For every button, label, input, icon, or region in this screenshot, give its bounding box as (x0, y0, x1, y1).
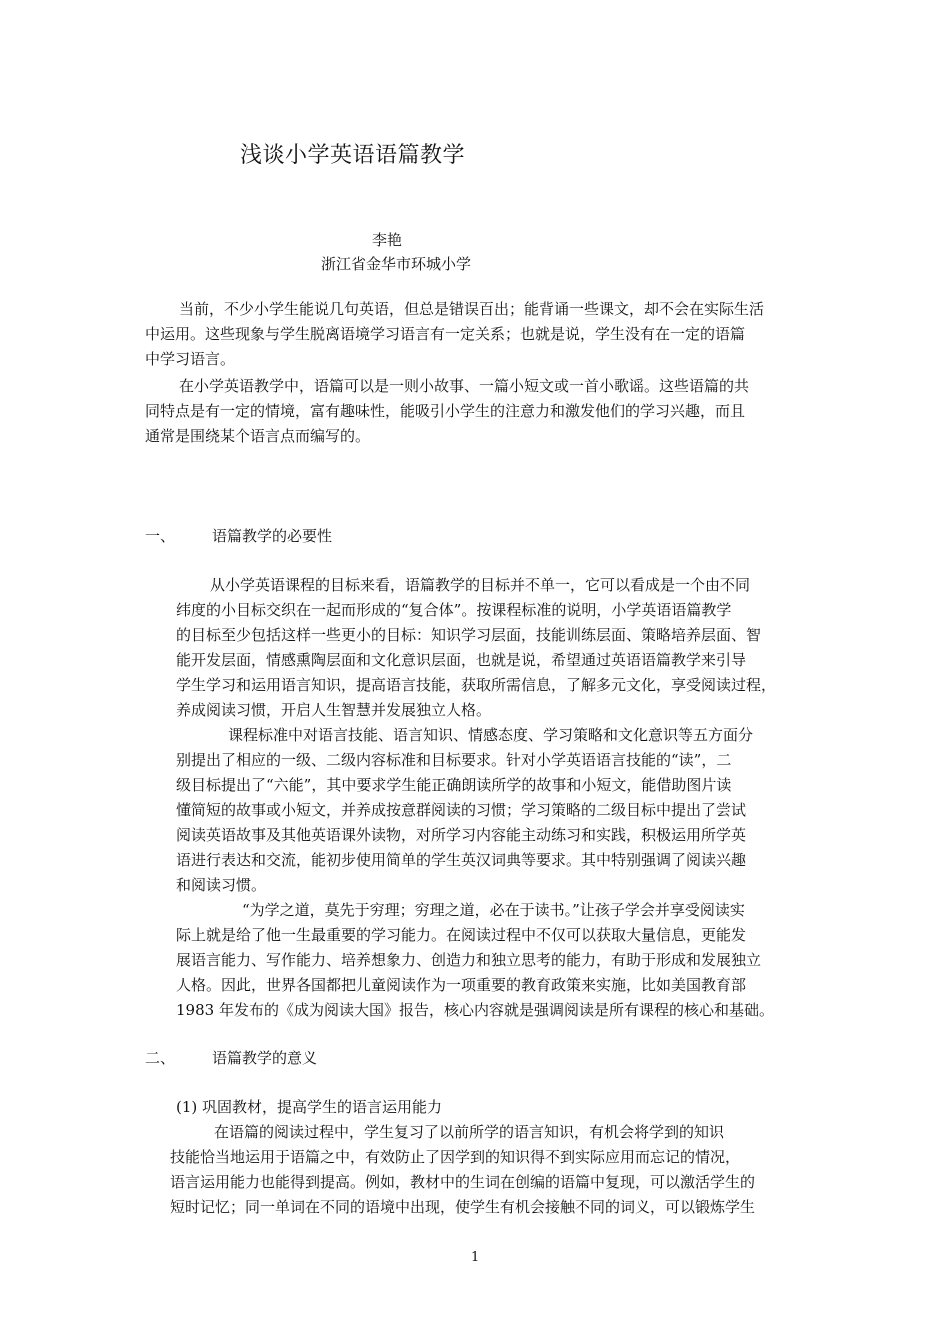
intro-paragraph-2: 在小学英语教学中，语篇可以是一则小故事、一篇小短文或一首小歌谣。这些语篇的共 同特点是有一定的情境，富有趣味性，能吸引小学生的注意力和激发他们的学习兴趣，而且 通常是围绕某个语言点而编写的。 (145, 377, 750, 445)
page-title: 浅谈小学英语语篇教学 (240, 143, 466, 168)
intro-paragraph-1: 当前，不少小学生能说几句英语，但总是错误百出；能背诵一些课文，却不会在实际生活 中运用。这些现象与学生脱离语境学习语言有一定关系；也就是说，学生没有在一定的语篇 中学习语言。 (145, 300, 765, 368)
section-2-paragraph-1: 在语篇的阅读过程中，学生复习了以前所学的语言知识，有机会将学到的知识 技能恰当地运用于语篇之中，有效防止了因学到的知识得不到实际应用而忘记的情况， 语言运用能力也能得到提高。例如，教材中的生词在创编的语篇中复现，可以激活学生的 短时记忆；同一单词在不同的语境中出现，使学生有机会接触不同的词义，可以锻炼学生 (170, 1123, 756, 1216)
subheading-1: (1) 巩固教材，提高学生的语言运用能力 (176, 1098, 443, 1116)
section-1-paragraph-3: “为学之道，莫先于穷理；穷理之道，必在于读书。”让孩子学会并享受阅读实 际上就是给了他一生最重要的学习能力。在阅读过程中不仅可以获取大量信息，更能发 展语言能力、写作能力、培养想象力、创造力和独立思考的能力，有助于形成和发展独立 人格。因此，世界各国都把儿童阅读作为一项重要的教育政策来实施，比如美国教育部 1983 年发布的《成为阅读大国》报告，核心内容就是强调阅读是所有课程的核心和基础。 (176, 901, 774, 1019)
section-1-paragraph-1: 从小学英语课程的目标来看，语篇教学的目标并不单一，它可以看成是一个由不同 纬度的小目标交织在一起而形成的“复合体”。按课程标准的说明，小学英语语篇教学 的目标至少包括这样一些更小的目标：知识学习层面，技能训练层面、策略培养层面、智 能开发层面，情感熏陶层面和文化意识层面，也就是说，希望通过英语语篇教学来引导 学生学习和运用语言知识，提高语言技能，获取所需信息，了解多元文化，享受阅读过程， 养成阅读习惯，开启人生智慧并发展独立人格。 (176, 576, 777, 719)
section-heading-2: 二、 语篇教学的意义 (145, 1049, 318, 1067)
section-heading-1: 一、 语篇教学的必要性 (145, 527, 333, 545)
author-name: 李艳 (372, 231, 403, 249)
author-affiliation: 浙江省金华市环城小学 (321, 255, 472, 273)
page-number: 1 (471, 1250, 480, 1265)
section-1-paragraph-2: 课程标准中对语言技能、语言知识、情感态度、学习策略和文化意识等五方面分 别提出了相应的一级、二级内容标准和目标要求。针对小学英语语言技能的“读”，二 级目标提出了“六能”，其中要求学生能正确朗读所学的故事和小短文，能借助图片读 懂简短的故事或小短文，并养成按意群阅读的习惯；学习策略的二级目标中提出了尝试 阅读英语故事及其他英语课外读物，对所学习内容能主动练习和实践，积极运用所学英 语进行表达和交流，能初步使用简单的学生英汉词典等要求。其中特别强调了阅读兴趣 和阅读习惯。 (176, 726, 754, 894)
